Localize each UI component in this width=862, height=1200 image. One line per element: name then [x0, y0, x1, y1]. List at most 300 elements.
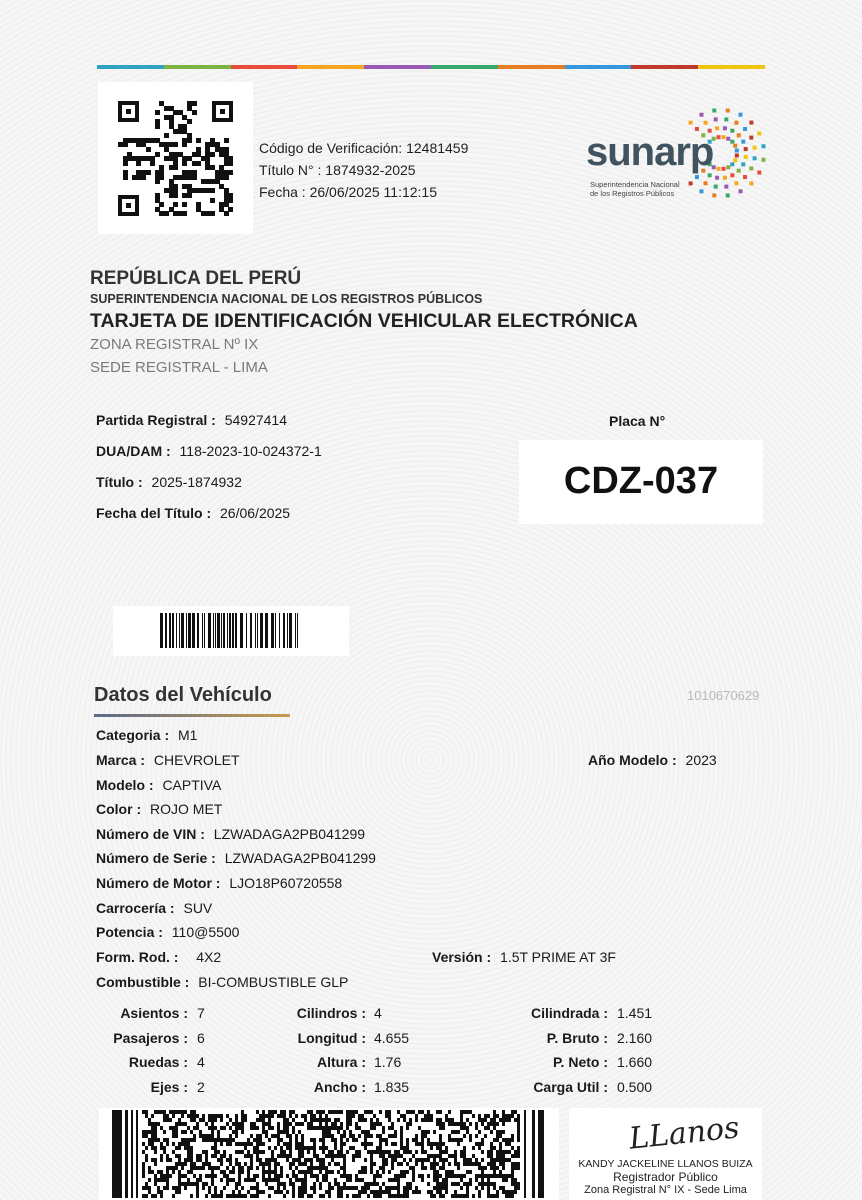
pdf417-module: [205, 1154, 208, 1158]
pdf417-module: [217, 1138, 220, 1142]
pdf417-module: [496, 1154, 499, 1158]
pdf417-module: [148, 1118, 151, 1122]
pdf417-module: [493, 1138, 496, 1142]
pdf417-module: [370, 1150, 373, 1154]
pdf417-module: [211, 1126, 214, 1130]
pdf417-module: [190, 1194, 193, 1198]
pdf417-module: [490, 1146, 493, 1150]
pdf417-module: [289, 1166, 292, 1170]
pdf417-module: [376, 1122, 379, 1126]
pdf417-module: [163, 1114, 166, 1118]
pdf417-module: [364, 1134, 367, 1138]
pdf417-module: [466, 1170, 469, 1174]
pdf417-module: [280, 1182, 283, 1186]
pdf417-module: [448, 1174, 451, 1178]
pdf417-module: [181, 1138, 184, 1142]
logo-dot: [722, 167, 726, 171]
pdf417-module: [460, 1138, 463, 1142]
pdf417-module: [184, 1146, 187, 1150]
pdf417-module: [370, 1142, 373, 1146]
pdf417-module: [160, 1170, 163, 1174]
ejes-value: 2: [197, 1079, 205, 1095]
pdf417-module: [301, 1154, 304, 1158]
vin-value: LZWADAGA2PB041299: [213, 826, 366, 842]
pdf417-module: [445, 1146, 448, 1150]
pdf417-module: [238, 1150, 241, 1154]
pdf417-module: [418, 1158, 421, 1162]
pdf417-module: [337, 1186, 340, 1190]
pdf417-module: [190, 1158, 193, 1162]
pdf417-module: [412, 1110, 415, 1114]
pdf417-module: [445, 1178, 448, 1182]
pdf417-module: [250, 1142, 253, 1146]
barcode-bar: [257, 613, 258, 648]
pdf417-module: [268, 1178, 271, 1182]
partida-value: 54927414: [224, 412, 288, 428]
pdf417-module: [226, 1122, 229, 1126]
pdf417-module: [475, 1158, 478, 1162]
pdf417-module: [433, 1158, 436, 1162]
pdf417-module: [313, 1138, 316, 1142]
cilindros-value: 4: [374, 1005, 382, 1021]
pdf417-module: [424, 1118, 427, 1122]
pdf417-module: [214, 1146, 217, 1150]
pdf417-module: [385, 1110, 388, 1114]
pdf417-module: [301, 1122, 304, 1126]
pdf417-module: [454, 1174, 457, 1178]
pdf417-module: [148, 1138, 151, 1142]
pdf417-module: [355, 1150, 358, 1154]
pdf417-module: [388, 1154, 391, 1158]
pdf417-module: [472, 1114, 475, 1118]
pdf417-module: [181, 1182, 184, 1186]
pdf417-module: [517, 1186, 520, 1190]
pdf417-module: [193, 1166, 196, 1170]
pdf417-module: [442, 1194, 445, 1198]
logo-dot: [757, 171, 761, 175]
pdf417-module: [400, 1146, 403, 1150]
pdf417-module: [178, 1174, 181, 1178]
barcode-bar: [215, 613, 216, 648]
pdf417-module: [334, 1118, 337, 1122]
pdf417-module: [406, 1138, 409, 1142]
pdf417-module: [226, 1142, 229, 1146]
pdf417-module: [430, 1118, 433, 1122]
pdf417-module: [256, 1134, 259, 1138]
pdf417-module: [436, 1186, 439, 1190]
pdf417-module: [310, 1158, 313, 1162]
pdf417-module: [145, 1154, 148, 1158]
pdf417-module: [508, 1114, 511, 1118]
pdf417-module: [439, 1166, 442, 1170]
qr-module: [210, 198, 215, 203]
pdf417-module: [259, 1118, 262, 1122]
pdf417-module: [196, 1166, 199, 1170]
pdf417-module: [238, 1166, 241, 1170]
pdf417-module: [205, 1158, 208, 1162]
pdf417-module: [367, 1134, 370, 1138]
categoria-label: Categoria :: [96, 727, 170, 743]
pdf417-module: [382, 1162, 385, 1166]
cilindrada-value: 1.451: [617, 1005, 653, 1021]
pdf417-module: [232, 1138, 235, 1142]
pdf417-module: [394, 1130, 397, 1134]
pdf417-module: [400, 1174, 403, 1178]
pdf417-module: [211, 1138, 214, 1142]
pdf417-module: [361, 1142, 364, 1146]
qr-module: [224, 175, 229, 180]
logo-dot: [761, 158, 765, 162]
pdf417-module: [244, 1118, 247, 1122]
pdf417-module: [160, 1110, 163, 1114]
pdf417-module: [478, 1130, 481, 1134]
pdf417-module: [196, 1114, 199, 1118]
pdf417-module: [244, 1194, 247, 1198]
pdf417-module: [340, 1166, 343, 1170]
pdf417-module: [427, 1174, 430, 1178]
pdf417-module: [178, 1122, 181, 1126]
pdf417-module: [400, 1126, 403, 1130]
pdf417-module: [175, 1146, 178, 1150]
pdf417-module: [400, 1138, 403, 1142]
pdf417-module: [514, 1150, 517, 1154]
pdf417-module: [181, 1166, 184, 1170]
pdf417-module: [301, 1190, 304, 1194]
pdf417-module: [382, 1150, 385, 1154]
barcode-bar: [204, 613, 205, 648]
barcode-bar: [181, 613, 184, 648]
pdf417-module: [304, 1178, 307, 1182]
fecha-titulo-value: 26/06/2025: [220, 505, 291, 521]
pdf417-module: [172, 1186, 175, 1190]
pdf417-module: [259, 1150, 262, 1154]
pdf417-module: [430, 1114, 433, 1118]
pdf417-module: [283, 1110, 286, 1114]
barcode-bar: [250, 613, 252, 648]
pdf417-module: [157, 1122, 160, 1126]
logo-dot: [689, 181, 693, 185]
pdf417-module: [463, 1146, 466, 1150]
pdf417-module: [295, 1122, 298, 1126]
pdf417-module: [178, 1182, 181, 1186]
pdf417-module: [268, 1138, 271, 1142]
pdf417-module: [226, 1182, 229, 1186]
pdf417-module: [337, 1182, 340, 1186]
pdf417-module: [448, 1110, 451, 1114]
pdf417-module: [142, 1166, 145, 1170]
pdf417-module: [493, 1166, 496, 1170]
pdf417-module: [391, 1142, 394, 1146]
pdf417-module: [325, 1170, 328, 1174]
logo-dot: [735, 148, 739, 152]
pdf417-module: [436, 1110, 439, 1114]
pdf417-module: [316, 1158, 319, 1162]
pdf417-module: [229, 1154, 232, 1158]
pdf417-module: [466, 1130, 469, 1134]
pdf417-module: [445, 1150, 448, 1154]
pdf417-module: [439, 1142, 442, 1146]
pdf417-module: [355, 1126, 358, 1130]
pdf417-module: [322, 1130, 325, 1134]
pdf417-module: [304, 1118, 307, 1122]
pdf417-module: [445, 1190, 448, 1194]
pdf417-module: [325, 1146, 328, 1150]
pdf417-module: [481, 1158, 484, 1162]
pdf417-module: [502, 1130, 505, 1134]
pdf417-module: [208, 1134, 211, 1138]
qr-module: [196, 138, 201, 143]
pdf417-module: [274, 1134, 277, 1138]
titulo-numero: Título N° : 1874932-2025: [259, 162, 416, 178]
pdf417-module: [400, 1162, 403, 1166]
pdf417-module: [250, 1186, 253, 1190]
pdf417-module: [205, 1162, 208, 1166]
pdf417-module: [370, 1182, 373, 1186]
pdf417-module: [310, 1114, 313, 1118]
potencia-label: Potencia :: [96, 924, 163, 940]
pdf417-module: [496, 1114, 499, 1118]
pdf417-module: [463, 1162, 466, 1166]
pdf417-module: [319, 1126, 322, 1130]
pdf417-module: [490, 1118, 493, 1122]
pdf417-module: [349, 1186, 352, 1190]
pdf417-module: [505, 1194, 508, 1198]
pdf417-module: [460, 1126, 463, 1130]
pasajeros-value: 6: [197, 1030, 205, 1046]
pdf417-module: [172, 1194, 175, 1198]
ancho-value: 1.835: [374, 1079, 410, 1095]
pdf417-module: [304, 1146, 307, 1150]
pdf417-module: [382, 1154, 385, 1158]
categoria-row: [96, 727, 197, 745]
pdf417-module: [190, 1118, 193, 1122]
pdf417-module: [328, 1186, 331, 1190]
pdf417-module: [487, 1114, 490, 1118]
pdf417-module: [508, 1150, 511, 1154]
pdf417-module: [145, 1194, 148, 1198]
pdf417-module: [232, 1166, 235, 1170]
pdf417-module: [226, 1194, 229, 1198]
codigo-verificacion: Código de Verificación: 12481459: [259, 140, 469, 156]
pdf417-module: [433, 1194, 436, 1198]
pdf417-module: [190, 1150, 193, 1154]
pdf417-module: [445, 1118, 448, 1122]
pdf417-module: [271, 1150, 274, 1154]
qr-module: [187, 193, 192, 198]
pdf417-module: [436, 1190, 439, 1194]
pdf417-module: [211, 1130, 214, 1134]
pdf417-module: [373, 1182, 376, 1186]
pdf417-module: [214, 1166, 217, 1170]
logo-wordmark: sunarp: [586, 130, 714, 174]
pdf417-module: [262, 1114, 265, 1118]
pdf417-module: [343, 1134, 346, 1138]
pdf417-module: [229, 1126, 232, 1130]
pdf417-module: [169, 1118, 172, 1122]
pdf417-module: [460, 1122, 463, 1126]
pdf417-module: [298, 1194, 301, 1198]
pdf417-module: [475, 1142, 478, 1146]
qr-module: [173, 193, 178, 198]
pdf417-module: [514, 1186, 517, 1190]
logo-dot: [723, 126, 727, 130]
pdf417-module: [346, 1186, 349, 1190]
pdf417-module: [469, 1138, 472, 1142]
qr-module: [182, 142, 187, 147]
pdf417-module: [340, 1174, 343, 1178]
pdf417-module: [415, 1162, 418, 1166]
pdf417-module: [289, 1182, 292, 1186]
pdf417-module: [424, 1130, 427, 1134]
pdf417-module: [502, 1114, 505, 1118]
pdf417-module: [166, 1182, 169, 1186]
pdf417-module: [229, 1178, 232, 1182]
qr-code[interactable]: [118, 101, 233, 216]
pdf417-module: [196, 1154, 199, 1158]
pdf417-module: [172, 1126, 175, 1130]
qr-module: [146, 147, 151, 152]
logo-dot: [749, 181, 753, 185]
pdf417-module: [337, 1150, 340, 1154]
pdf417-module: [481, 1138, 484, 1142]
pdf417-module: [268, 1126, 271, 1130]
pdf417-module: [277, 1138, 280, 1142]
registrador-nombre: KANDY JACKELINE LLANOS BUIZA: [578, 1158, 753, 1170]
pdf417-module: [466, 1182, 469, 1186]
pdf417-module: [472, 1146, 475, 1150]
pdf417-module: [493, 1194, 496, 1198]
barcode-bar: [255, 613, 256, 648]
pdf417-module: [283, 1194, 286, 1198]
barcode-bar: [172, 613, 174, 648]
pdf417-module: [418, 1110, 421, 1114]
pdf417-module: [484, 1166, 487, 1170]
pdf417-module: [328, 1110, 331, 1114]
pdf417-module: [277, 1122, 280, 1126]
pdf417-module: [373, 1190, 376, 1194]
pdf417-module: [352, 1158, 355, 1162]
pdf417-module: [433, 1162, 436, 1166]
pdf417-module: [511, 1182, 514, 1186]
pdf417-module: [220, 1114, 223, 1118]
pdf417-module: [337, 1110, 340, 1114]
pdf417-module: [172, 1130, 175, 1134]
pdf417-module: [301, 1146, 304, 1150]
pdf417-module: [217, 1130, 220, 1134]
pdf417-module: [524, 1110, 526, 1198]
peso-bruto-label: P. Bruto :: [546, 1030, 608, 1046]
pdf417-module: [208, 1166, 211, 1170]
pdf417-module: [451, 1174, 454, 1178]
pdf417-module: [277, 1182, 280, 1186]
pdf417-module: [205, 1182, 208, 1186]
qr-module: [187, 138, 192, 143]
superintendencia-heading: SUPERINTENDENCIA NACIONAL DE LOS REGISTROS PÚBLICOS: [90, 292, 483, 306]
pdf417-module: [457, 1130, 460, 1134]
pdf417-module: [145, 1186, 148, 1190]
pdf417-module: [319, 1110, 322, 1114]
pdf417-module: [187, 1142, 190, 1146]
pdf417-module: [334, 1178, 337, 1182]
pdf417-module: [442, 1162, 445, 1166]
pdf417-module: [499, 1118, 502, 1122]
pdf417-module: [169, 1174, 172, 1178]
pdf417-module: [214, 1126, 217, 1130]
pdf417-module: [394, 1134, 397, 1138]
pdf417-module: [493, 1186, 496, 1190]
pdf417-module: [349, 1134, 352, 1138]
pdf417-module: [511, 1146, 514, 1150]
pdf417-module: [427, 1158, 430, 1162]
pdf417-module: [280, 1146, 283, 1150]
logo-dot: [714, 185, 718, 189]
combustible-row: [96, 974, 348, 992]
logo-dot: [739, 189, 743, 193]
pdf417-module: [187, 1150, 190, 1154]
peso-neto-value: 1.660: [617, 1054, 653, 1070]
pdf417-module: [199, 1134, 202, 1138]
pdf417-module: [508, 1190, 511, 1194]
pdf417-module: [307, 1126, 310, 1130]
pdf417-module: [277, 1134, 280, 1138]
qr-module: [224, 138, 229, 143]
pdf417-module: [313, 1126, 316, 1130]
document-number: 1010670629: [687, 688, 760, 703]
pdf417-module: [454, 1130, 457, 1134]
pdf417-module: [514, 1178, 517, 1182]
qr-module: [155, 124, 160, 129]
pdf417-module: [211, 1194, 214, 1198]
pdf417-module: [286, 1190, 289, 1194]
pdf417-module: [496, 1138, 499, 1142]
pdf417-module: [457, 1174, 460, 1178]
pdf417-module: [301, 1142, 304, 1146]
pdf417-module: [283, 1150, 286, 1154]
pdf417-module: [202, 1166, 205, 1170]
pdf417-module: [400, 1130, 403, 1134]
pdf417-module: [436, 1162, 439, 1166]
pdf417-module: [265, 1162, 268, 1166]
pdf417-module: [181, 1174, 184, 1178]
pdf417-module: [184, 1138, 187, 1142]
pdf417-module: [505, 1114, 508, 1118]
qr-module: [136, 161, 141, 166]
pdf417-module: [505, 1174, 508, 1178]
pdf417-module: [280, 1174, 283, 1178]
pdf417-module: [457, 1166, 460, 1170]
pdf417-module: [481, 1186, 484, 1190]
pdf417-module: [268, 1186, 271, 1190]
pdf417-module: [343, 1154, 346, 1158]
pdf417-module: [241, 1166, 244, 1170]
pdf417-module: [364, 1166, 367, 1170]
pdf417-module: [214, 1174, 217, 1178]
pdf417-module: [184, 1182, 187, 1186]
qr-module: [182, 161, 187, 166]
pdf417-module: [511, 1178, 514, 1182]
pdf417-module: [154, 1158, 157, 1162]
pdf417-module: [499, 1150, 502, 1154]
pdf417-module: [322, 1174, 325, 1178]
pdf417-module: [394, 1150, 397, 1154]
pdf417-module: [250, 1178, 253, 1182]
pdf417-module: [265, 1170, 268, 1174]
pdf417-module: [514, 1182, 517, 1186]
pdf417-module: [442, 1178, 445, 1182]
pdf417-module: [388, 1150, 391, 1154]
pdf417-module: [460, 1150, 463, 1154]
pdf417-module: [409, 1182, 412, 1186]
